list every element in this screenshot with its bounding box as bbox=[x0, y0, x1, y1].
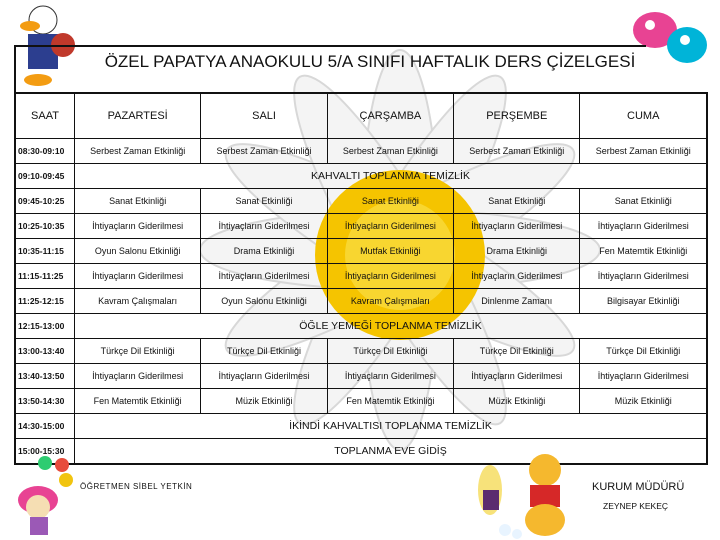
director-name: ZEYNEP KEKEÇ bbox=[603, 501, 669, 511]
table-header-row bbox=[15, 93, 707, 139]
header-cell-3: ÇARŞAMBA bbox=[327, 93, 453, 139]
activity-cell: İhtiyaçların Giderilmesi bbox=[75, 264, 201, 289]
activity-cell: Türkçe Dil Etkinliği bbox=[201, 339, 327, 364]
activity-cell: Bilgisayar Etkinliği bbox=[580, 289, 707, 314]
time-cell: 13:50-14:30 bbox=[15, 389, 75, 414]
activity-cell: İhtiyaçların Giderilmesi bbox=[75, 364, 201, 389]
clown-cartoon-image bbox=[10, 455, 80, 540]
time-cell: 12:15-13:00 bbox=[15, 314, 75, 339]
page-title: ÖZEL PAPATYA ANAOKULU 5/A SINIFI HAFTALIK DERS ÇİZELGESİ bbox=[104, 52, 636, 71]
table-row bbox=[15, 239, 707, 264]
activity-cell: Dinlenme Zamanı bbox=[454, 289, 580, 314]
time-cell: 11:25-12:15 bbox=[15, 289, 75, 314]
time-cell: 10:35-11:15 bbox=[15, 239, 75, 264]
activity-cell: İhtiyaçların Giderilmesi bbox=[201, 264, 327, 289]
table-row bbox=[15, 389, 707, 414]
winnie-pooh-rabbit-image bbox=[465, 440, 585, 540]
activity-cell: İhtiyaçların Giderilmesi bbox=[201, 214, 327, 239]
activity-cell: Türkçe Dil Etkinliği bbox=[327, 339, 453, 364]
time-cell: 15:00-15:30 bbox=[15, 439, 75, 465]
time-cell: 11:15-11:25 bbox=[15, 264, 75, 289]
time-cell: 09:45-10:25 bbox=[15, 189, 75, 214]
activity-cell: Serbest Zaman Etkinliği bbox=[454, 139, 580, 164]
table-row bbox=[15, 339, 707, 364]
director-title: KURUM MÜDÜRÜ bbox=[592, 481, 685, 493]
activity-cell: Sanat Etkinliği bbox=[454, 189, 580, 214]
activity-cell: Oyun Salonu Etkinliği bbox=[201, 289, 327, 314]
table-row bbox=[15, 164, 707, 189]
table-row bbox=[15, 139, 707, 164]
table-row bbox=[15, 264, 707, 289]
activity-cell: İhtiyaçların Giderilmesi bbox=[327, 214, 453, 239]
activity-cell: Kavram Çalışmaları bbox=[75, 289, 201, 314]
activity-cell: Müzik Etkinliği bbox=[201, 389, 327, 414]
time-cell: 08:30-09:10 bbox=[15, 139, 75, 164]
activity-cell: Serbest Zaman Etkinliği bbox=[327, 139, 453, 164]
activity-cell: Mutfak Etkinliği bbox=[327, 239, 453, 264]
activity-cell: Serbest Zaman Etkinliği bbox=[580, 139, 707, 164]
merged-activity-cell: ÖĞLE YEMEĞİ TOPLANMA TEMİZLİK bbox=[75, 314, 708, 339]
activity-cell: Sanat Etkinliği bbox=[580, 189, 707, 214]
activity-cell: İhtiyaçların Giderilmesi bbox=[454, 214, 580, 239]
activity-cell: İhtiyaçların Giderilmesi bbox=[75, 214, 201, 239]
activity-cell: İhtiyaçların Giderilmesi bbox=[580, 214, 707, 239]
activity-cell: Türkçe Dil Etkinliği bbox=[580, 339, 707, 364]
merged-activity-cell: KAHVALTI TOPLANMA TEMİZLİK bbox=[75, 164, 708, 189]
activity-cell: Serbest Zaman Etkinliği bbox=[201, 139, 327, 164]
header-cell-2: SALI bbox=[201, 93, 327, 139]
schedule-table bbox=[14, 92, 708, 465]
time-cell: 13:40-13:50 bbox=[15, 364, 75, 389]
table-row bbox=[15, 314, 707, 339]
activity-cell: Drama Etkinliği bbox=[454, 239, 580, 264]
time-cell: 10:25-10:35 bbox=[15, 214, 75, 239]
activity-cell: Kavram Çalışmaları bbox=[327, 289, 453, 314]
activity-cell: Sanat Etkinliği bbox=[201, 189, 327, 214]
activity-cell: Oyun Salonu Etkinliği bbox=[75, 239, 201, 264]
activity-cell: İhtiyaçların Giderilmesi bbox=[454, 264, 580, 289]
table-row bbox=[15, 289, 707, 314]
activity-cell: İhtiyaçların Giderilmesi bbox=[454, 364, 580, 389]
merged-activity-cell: İKİNDİ KAHVALTISI TOPLANMA TEMİZLİK bbox=[75, 414, 708, 439]
activity-cell: Fen Matemtik Etkinliği bbox=[327, 389, 453, 414]
activity-cell: Türkçe Dil Etkinliği bbox=[75, 339, 201, 364]
activity-cell: Sanat Etkinliği bbox=[75, 189, 201, 214]
activity-cell: Türkçe Dil Etkinliği bbox=[454, 339, 580, 364]
activity-cell: Müzik Etkinliği bbox=[454, 389, 580, 414]
activity-cell: Sanat Etkinliği bbox=[327, 189, 453, 214]
activity-cell: İhtiyaçların Giderilmesi bbox=[580, 264, 707, 289]
table-row bbox=[15, 414, 707, 439]
time-cell: 13:00-13:40 bbox=[15, 339, 75, 364]
activity-cell: Serbest Zaman Etkinliği bbox=[75, 139, 201, 164]
teacher-name: ÖĞRETMEN SİBEL YETKİN bbox=[80, 482, 193, 491]
table-row bbox=[15, 364, 707, 389]
time-cell: 09:10-09:45 bbox=[15, 164, 75, 189]
header-cell-0: SAAT bbox=[15, 93, 75, 139]
activity-cell: Fen Matemtik Etkinliği bbox=[580, 239, 707, 264]
table-row bbox=[15, 214, 707, 239]
header-cell-5: CUMA bbox=[580, 93, 707, 139]
header-cell-4: PERŞEMBE bbox=[454, 93, 580, 139]
table-row bbox=[15, 439, 707, 465]
activity-cell: Fen Matemtik Etkinliği bbox=[75, 389, 201, 414]
table-row bbox=[15, 189, 707, 214]
activity-cell: İhtiyaçların Giderilmesi bbox=[201, 364, 327, 389]
merged-activity-cell: TOPLANMA EVE GİDİŞ bbox=[75, 439, 708, 465]
activity-cell: İhtiyaçların Giderilmesi bbox=[327, 364, 453, 389]
activity-cell: İhtiyaçların Giderilmesi bbox=[580, 364, 707, 389]
header-cell-1: PAZARTESİ bbox=[75, 93, 201, 139]
activity-cell: Müzik Etkinliği bbox=[580, 389, 707, 414]
activity-cell: Drama Etkinliği bbox=[201, 239, 327, 264]
activity-cell: İhtiyaçların Giderilmesi bbox=[327, 264, 453, 289]
time-cell: 14:30-15:00 bbox=[15, 414, 75, 439]
